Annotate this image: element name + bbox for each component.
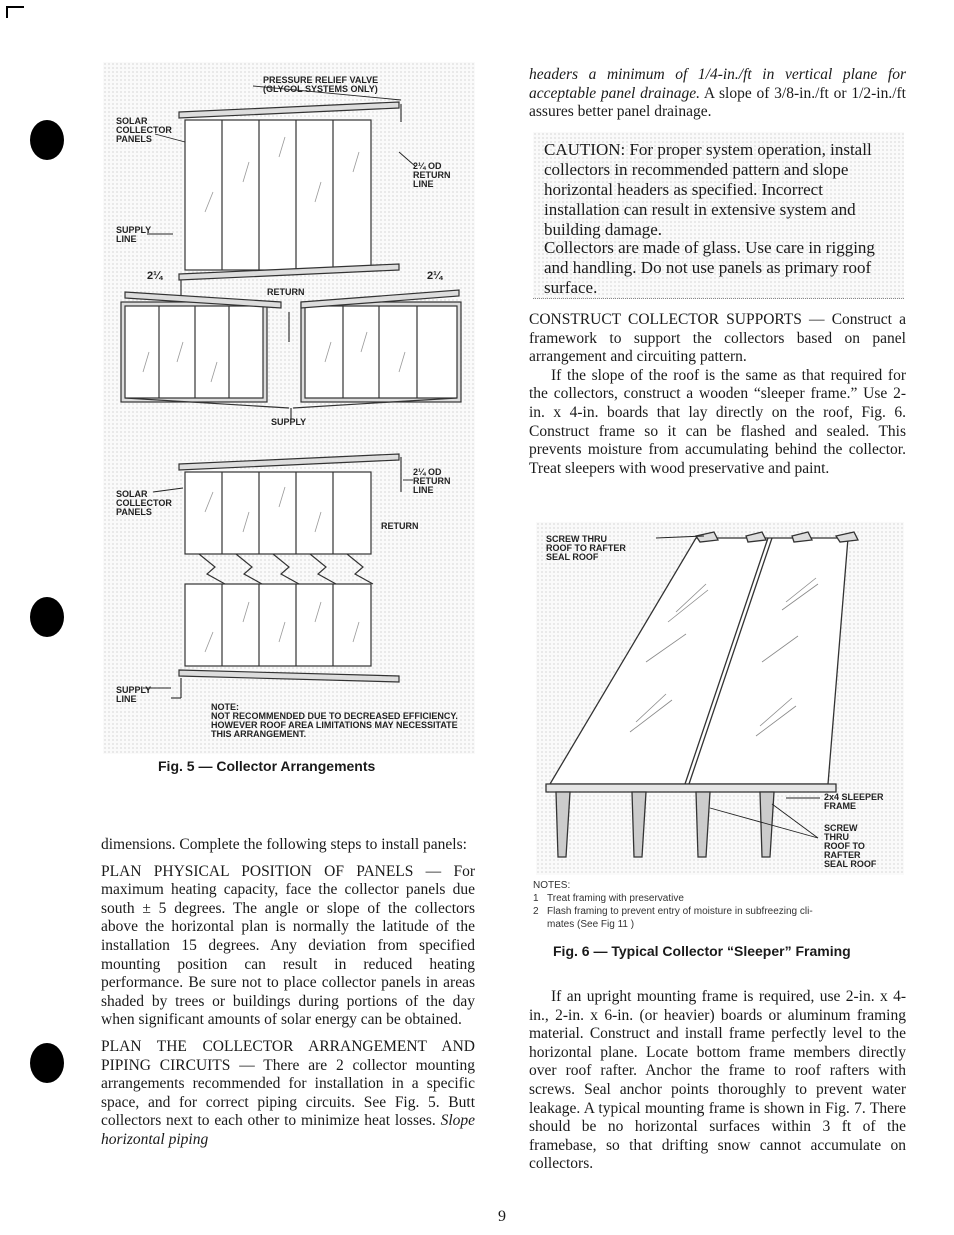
fig6-figure (536, 522, 904, 875)
supply-label: SUPPLY (116, 225, 152, 235)
roof-to-rafter-label: ROOF TO RAFTER (546, 543, 626, 553)
left-column (101, 836, 475, 1150)
paragraph-sleeper: If the slope of the roof is the same as that required for the collectors, construct a wooden “sleeper frame.” Use 2-in. x 4-in. boards that lay directly on the roof, Fig. 6. Construct frame so it can be flashed and sealed. This prevents moisture from accumulating behind the collector. Treat sleepers with wood preservative and paint. (529, 366, 906, 477)
caution-text: CAUTION: For proper system operation, install collectors in recommended pattern and slope horizontal headers as specified. Incorrect installation can result in extensive system and building damage. (544, 140, 872, 239)
bottom-supply-line-label: LINE (116, 694, 137, 704)
bottom-return-line-label: LINE (413, 485, 434, 495)
sleeper-label: 2x4 SLEEPER (824, 792, 884, 802)
bottom-panels-label: PANELS (116, 507, 152, 517)
bottom-collector-label: COLLECTOR (116, 498, 172, 508)
caution-box (533, 132, 904, 299)
thru-label: THRU (824, 832, 849, 842)
binder-hole-1 (30, 120, 64, 160)
od-label: 2¼ OD (413, 161, 442, 171)
paragraph-dimensions: dimensions. Complete the following steps to install panels: (101, 836, 467, 853)
panels-label: PANELS (116, 134, 152, 144)
heading-supports: CONSTRUCT COLLECTOR SUPPORTS (529, 311, 802, 328)
sleeper-frame-label: FRAME (824, 801, 856, 811)
glass-warning-text: Collectors are made of glass. Use care in rigging and handling. Do not use panels as primary roof surface. (544, 238, 875, 297)
rafter-label: RAFTER (824, 850, 861, 860)
note-line-2: HOWEVER ROOF AREA LIMITATIONS MAY NECESSITATE (211, 720, 458, 730)
binder-hole-3 (30, 1043, 64, 1083)
paragraph-arrangement: PLAN THE COLLECTOR ARRANGEMENT AND PIPING CIRCUITS — There are 2 collector mounting arrangements recommended for installation in a specific space, and for correct piping circuits. See Fig. 5. Butt collectors next to each other to minimize heat losses. Slope horizontal piping (101, 1037, 476, 1148)
fig6-caption: Fig. 6 — Typical Collector “Sleeper” Framing (553, 943, 851, 959)
bottom-supply-label: SUPPLY (116, 685, 152, 695)
right-column-bottom (529, 988, 906, 1174)
return-label: RETURN (413, 170, 451, 180)
right-column-top (529, 66, 906, 122)
fig6-notes (533, 879, 905, 931)
solar-label: SOLAR (116, 116, 148, 126)
seal-roof2-label: SEAL ROOF (824, 859, 877, 869)
right-column-middle (529, 311, 906, 478)
pressure-relief-label: PRESSURE RELIEF VALVE (263, 75, 379, 85)
bottom-od-label: 2¼ OD (413, 467, 442, 477)
seal-roof-label: SEAL ROOF (546, 552, 599, 562)
note-title: NOTE: (211, 702, 239, 712)
top-panel-group (185, 120, 371, 270)
note-2: 2 Flash framing to prevent entry of moisture in subfreezing cli- (533, 906, 813, 917)
roof-to-label: ROOF TO (824, 841, 865, 851)
note-1: 1 Treat framing with preservative (533, 893, 684, 904)
notes-title: NOTES: (533, 880, 571, 891)
supply-line-label: LINE (116, 234, 137, 244)
bottom-return2-label: RETURN (381, 521, 419, 531)
middle-return-label: RETURN (267, 287, 305, 297)
bottom-solar-label: SOLAR (116, 489, 148, 499)
page-number: 9 (498, 1208, 506, 1225)
return-line-label: LINE (413, 179, 434, 189)
heading-arrangement: PLAN THE COLLECTOR ARRANGEMENT AND PIPING CIRCUITS (101, 1037, 475, 1074)
bottom-return-label: RETURN (413, 476, 451, 486)
screw-thru-label: SCREW THRU (546, 534, 607, 544)
note-line-3: THIS ARRANGEMENT. (211, 729, 307, 739)
fig5-figure (103, 62, 475, 754)
paragraph-supports: CONSTRUCT COLLECTOR SUPPORTS — Construct a framework to support the collectors based on panel arrangement and circuiting pattern. (529, 311, 906, 366)
dim-right-label: 2¼ (427, 270, 443, 282)
screw-label: SCREW (824, 823, 858, 833)
fig5-caption: Fig. 5 — Collector Arrangements (158, 758, 376, 774)
heading-plan-position: PLAN PHYSICAL POSITION OF PANELS (101, 862, 414, 880)
glycol-label: (GLYCOL SYSTEMS ONLY) (263, 84, 378, 94)
collector-label: COLLECTOR (116, 125, 172, 135)
paragraph-slope: headers a minimum of 1/4-in./ft in vertical plane for acceptable panel drainage. A slope of 3/8-in./ft or 1/2-in./ft assures better panel drainage. (529, 66, 906, 121)
middle-supply-label: SUPPLY (271, 417, 307, 427)
note-2-cont: mates (See Fig 11 ) (547, 919, 635, 930)
dim-left-label: 2¼ (147, 270, 163, 282)
note-line-1: NOT RECOMMENDED DUE TO DECREASED EFFICIENCY. (211, 711, 458, 721)
paragraph-upright-frame: If an upright mounting frame is required, use 2-in. x 4-in., 2-in. x 6-in. (or heavier) boards or aluminum framing material. Construct and install frame perfectly level to the horizontal plane. Locate bottom frame members directly over roof rafter. Anchor the frame to roof rafters with screws. Seal anchor points thoroughly to prevent water leakage. A typical mounting frame is shown in Fig. 7. There should be no horizontal surfaces within 3 ft of the framebase, so that drifting snow cannot accumulate on collectors. (529, 988, 906, 1173)
paragraph-plan-position: PLAN PHYSICAL POSITION OF PANELS — For maximum heating capacity, face the collector panels due south ± 5 degrees. The angle or slope of the collectors above the horizontal plan is normally the latitude of the installation 15 degrees. Any deviation from specified mounting position can result in reduced heating performance. Be sure not to place collector panels in areas shaded by trees or buildings during portions of the day when significant amounts of solar energy can be obtained. (101, 862, 475, 1029)
corner-mark (6, 6, 24, 18)
binder-hole-2 (30, 597, 64, 637)
